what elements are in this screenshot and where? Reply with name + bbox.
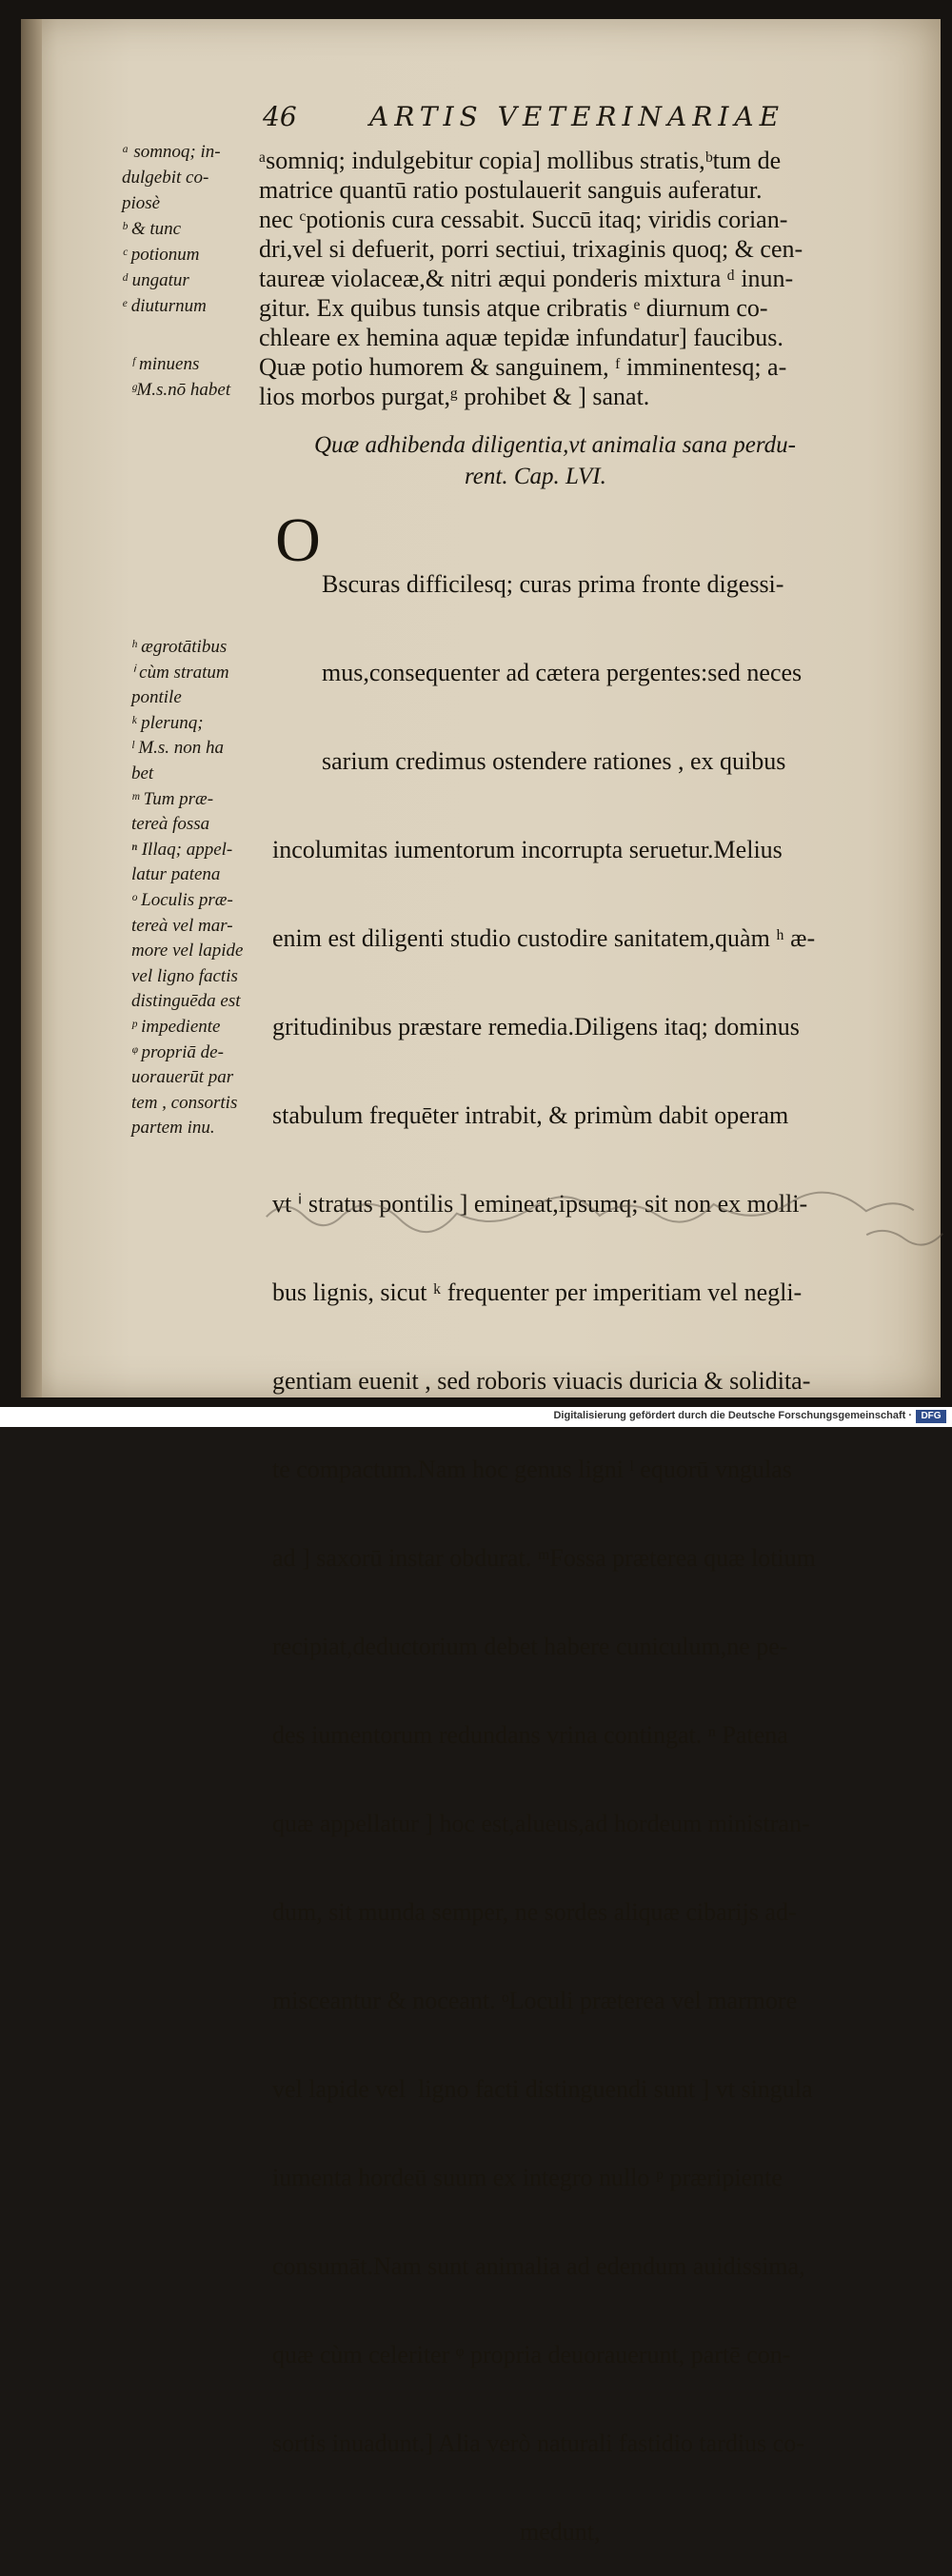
margin-notes-group-3 [131, 635, 243, 1141]
text-line: dri,vel si defuerit, porri sectiui, trixaginis quoq; & cen- [259, 235, 803, 263]
margin-notes-group-2 [131, 351, 230, 403]
text-line: medunt, [272, 2518, 601, 2546]
text-block-2 [272, 505, 816, 2576]
page-header [263, 101, 929, 135]
margin-note: ⁱ cùm stratum [131, 662, 229, 683]
running-title: ARTIS VETERINARIAE [369, 101, 785, 132]
margin-note: tem , consortis [131, 1092, 238, 1113]
text-line: vel lapide vel ligno facti distinguendi sunt ] vt singula [272, 2075, 813, 2103]
text-line: quæ appellatur ] hoc est,alueus,ad hordeum ministran- [272, 1810, 810, 1837]
text-line: ad ] saxorū instar obdurat. ᵐFossa præterea quæ lotium [272, 1544, 816, 1572]
text-line: dum, sit munda semper, ne sordes aliquæ cibarijs ad- [272, 1898, 797, 1926]
margin-note: ᵐ Tum præ- [131, 788, 214, 809]
text-line: bus lignis, sicut ᵏ frequenter per imperitiam vel negli- [272, 1278, 803, 1306]
text-line: gentiam euenit , sed roboris viuacis duricia & solidita- [272, 1367, 811, 1395]
margin-note: ⁿ Illaq; appel- [131, 839, 233, 860]
digitization-footer [0, 1407, 952, 1427]
margin-note: ᵠ propriā de- [131, 1041, 224, 1062]
margin-note: ᵍM.s.nō habet [131, 380, 231, 400]
margin-note: partem inu. [131, 1118, 215, 1139]
margin-note: vel ligno factis [131, 965, 238, 986]
margin-note: ᶜ potionum [122, 245, 200, 265]
text-line: gitur. Ex quibus tunsis atque cribratis ᵉ diurnum co- [259, 294, 768, 322]
margin-note: more vel lapide [131, 941, 244, 961]
footer-credit-text: Digitalisierung gefördert durch die Deutsche Forschungsgemeinschaft · [553, 1410, 912, 1421]
drop-cap-initial: O [275, 505, 321, 575]
text-line: lios morbos purgat,ᵍ prohibet & ] sanat. [259, 383, 650, 410]
margin-note: pontile [131, 687, 182, 708]
text-line: incolumitas iumentorum incorrupta seruetur.Melius [272, 836, 783, 863]
text-line: misceantur & noceant. ᵒLoculi præterea vel marmore [272, 1987, 798, 2014]
text-line: ᵃsomniq; indulgebitur copia] mollibus stratis,ᵇtum de [259, 147, 782, 174]
text-line: sortis inuadunt.] Alia verò naturali fastidio tardius co- [272, 2429, 804, 2457]
page-number: 46 [263, 101, 297, 132]
text-line: quæ cùm celeriter ᵠ propria deuorauerunt, partē con- [272, 2341, 791, 2368]
margin-note: ᵇ & tunc [122, 219, 182, 239]
heading-line: rent. Cap. LVI. [465, 464, 606, 489]
text-line: vt ⁱ stratus pontilis ] emineat,ipsumq; sit non ex molli- [272, 1190, 808, 1218]
text-line: iumenta hordeū suum ex integro nullo ᵖ præripiente [272, 2164, 783, 2191]
margin-note: tereà vel mar- [131, 915, 233, 936]
margin-note: ˡ M.s. non ha [131, 738, 225, 759]
margin-notes-group-1 [122, 139, 221, 319]
page-gutter-edge [21, 19, 42, 1397]
margin-note: bet [131, 763, 154, 783]
text-line: nec ᶜpotionis cura cessabit. Succū itaq; viridis corian- [259, 206, 788, 233]
text-line: taureæ violaceæ,& nitri æqui ponderis mixtura ᵈ inun- [259, 265, 794, 292]
margin-note: tereà fossa [131, 814, 210, 835]
chapter-heading [314, 429, 796, 492]
margin-note: ᶠ minuens [131, 354, 200, 374]
margin-note: distinguēda est [131, 991, 241, 1012]
text-line: gritudinibus præstare remedia.Diligens itaq; dominus [272, 1013, 800, 1040]
dfg-logo-icon: DFG [916, 1410, 946, 1423]
margin-note: dulgebit co- [122, 168, 209, 188]
text-block-1 [259, 146, 803, 411]
text-line: recipiat,deductorium debet habere cuniculum,ne pe- [272, 1633, 788, 1660]
text-line: Quæ potio humorem & sanguinem, ᶠ imminentesq; a- [259, 353, 787, 381]
margin-note: ᵈ ungatur [122, 270, 189, 290]
margin-note: latur patena [131, 864, 221, 885]
text-line: matrice quantū ratio postulauerit sanguis auferatur. [259, 176, 763, 204]
margin-note: ᵖ impediente [131, 1016, 221, 1037]
handwritten-annotation [256, 1167, 952, 1284]
margin-note: uorauerūt par [131, 1067, 234, 1088]
text-line: des iumentorum redundans vrina contingat. ⁿ Patena [272, 1721, 788, 1749]
text-line: consumāt.Nam sunt animalia ad edendum auidissima, [272, 2252, 805, 2280]
margin-note: ᵉ diuturnum [122, 296, 207, 316]
heading-line: Quæ adhibenda diligentia,vt animalia sana perdu- [314, 432, 796, 458]
margin-note: ᵏ plerunq; [131, 712, 204, 733]
text-line: Bscuras difficilesq; curas prima fronte digessi- [272, 570, 784, 598]
text-line: enim est diligenti studio custodire sanitatem,quàm ʰ æ- [272, 924, 816, 952]
text-line: stabulum frequēter intrabit, & primùm dabit operam [272, 1101, 789, 1129]
text-line: sarium credimus ostendere rationes , ex quibus [272, 747, 786, 775]
text-line: te compactum.Nam hoc genus ligni ˡ equorū vngulas [272, 1456, 792, 1483]
text-line: chleare ex hemina aquæ tepidæ infundatur] faucibus. [259, 324, 783, 351]
margin-note: piosè [122, 193, 161, 213]
margin-note: ʰ ægrotātibus [131, 637, 228, 657]
text-line: mus,consequenter ad cætera pergentes:sed neces [272, 659, 803, 686]
margin-note: ᵒ Loculis præ- [131, 889, 233, 910]
margin-note: ᵃ somnoq; in- [122, 142, 221, 162]
